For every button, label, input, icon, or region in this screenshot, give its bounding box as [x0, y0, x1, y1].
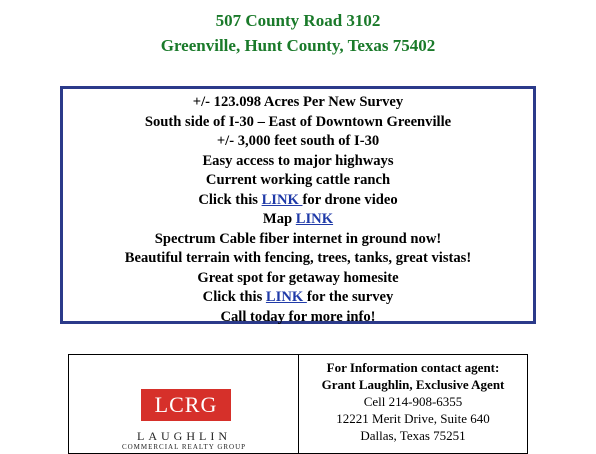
listing-header [0, 8, 596, 58]
map-link[interactable]: LINK [295, 211, 334, 227]
office-street: 12221 Merit Drive, Suite 640 [336, 411, 490, 426]
logo-name: LAUGHLIN [137, 429, 231, 443]
drone-prefix: Click this [198, 191, 262, 208]
company-logo [69, 355, 299, 453]
access-line: Easy access to major highways [202, 152, 394, 169]
contact-heading: For Information contact agent: [326, 360, 500, 375]
terrain-line: Beautiful terrain with fencing, trees, tanks, great vistas! [124, 250, 472, 266]
map-prefix: Map [262, 211, 296, 227]
lcrg-logo-box: LCRG [141, 389, 231, 421]
ranch-line: Current working cattle ranch [205, 172, 391, 188]
agent-footer [68, 354, 528, 454]
survey-prefix: Click this [202, 289, 266, 305]
drone-suffix: for drone video [302, 191, 398, 208]
survey-line [63, 288, 533, 308]
features-box [60, 86, 536, 324]
drone-video-line [63, 191, 533, 211]
distance-line: +/- 3,000 feet south of I-30 [216, 133, 380, 149]
survey-link[interactable]: LINK [265, 289, 307, 305]
drone-video-link[interactable]: LINK [261, 191, 303, 208]
acres-line: +/- 123.098 Acres Per New Survey [192, 94, 404, 110]
internet-line: Spectrum Cable fiber internet in ground now! [154, 230, 442, 247]
getaway-line: Great spot for getaway homesite [197, 269, 399, 286]
survey-suffix: for the survey [306, 289, 394, 305]
address-line-2: Greenville, Hunt County, Texas 75402 [160, 36, 436, 55]
address-line-1: 507 County Road 3102 [215, 11, 381, 30]
location-line: South side of I-30 – East of Downtown Greenville [144, 113, 452, 130]
logo-subtitle: COMMERCIAL REALTY GROUP [121, 443, 247, 451]
contact-info [299, 355, 527, 453]
office-city: Dallas, Texas 75251 [360, 428, 466, 443]
call-line: Call today for more info! [220, 308, 376, 325]
map-line [63, 210, 533, 230]
agent-name: Grant Laughlin, Exclusive Agent [321, 377, 505, 392]
agent-cell: Cell 214-908-6355 [363, 394, 463, 409]
